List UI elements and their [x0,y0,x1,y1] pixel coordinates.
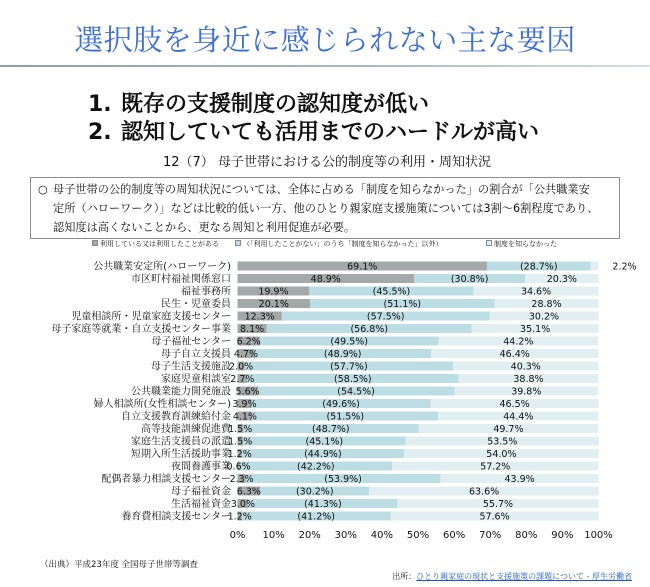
key-points [88,91,539,147]
chart-legend [0,239,650,249]
category-label: 児童相談所・児童家庭支援センター [71,311,231,323]
x-tick-label: 20% [298,530,321,541]
value-label: 3.9% [232,398,257,410]
x-tick-label: 10% [262,530,285,541]
bar-row [131,447,599,460]
x-tick-label: 70% [479,530,502,541]
value-label: 20.3% [546,273,577,285]
category-label: 家庭児童相談室 [161,374,231,386]
value-label: 1.2% [227,511,252,523]
value-label: 69.1% [347,261,378,273]
bar-row [161,372,599,385]
credit-line [392,571,632,582]
bar-row [151,360,599,373]
value-label: 39.8% [511,386,542,398]
category-label: 公共職業安定所(ハローワーク) [93,261,231,273]
bar-row [71,310,598,323]
category-label: 生活福祉資金 [171,499,231,511]
summary-text: 母子世帯の公的制度等の周知状況については、全体に占める「制度を知らなかった」の割合が「公共職業安 [53,183,590,196]
bar-row [121,510,598,523]
x-tick-label: 80% [515,530,538,541]
value-label: 2.0% [229,361,254,373]
bar-row [171,485,599,498]
value-label: 5.6% [235,386,260,398]
stacked-bar-chart [0,255,650,545]
bar-row [131,385,598,398]
value-label: 63.6% [468,486,500,498]
value-label: 54.0% [486,448,517,460]
summary-box [30,177,620,239]
category-label: 母子生活支援施設 [151,361,231,373]
value-label: 1.5% [228,423,253,435]
x-tick-label: 60% [442,530,466,541]
category-label: 夜間養護事業 [171,461,231,473]
bar-row [94,397,599,410]
value-label: (54.5%) [337,386,375,398]
value-label: (41.2%) [297,511,335,523]
value-label: (41.3%) [304,498,342,510]
summary-text: 認知度は高くないことから、更なる周知と利用促進が必要。 [53,221,356,234]
bar-row [171,460,599,473]
value-label: 4.1% [232,411,257,423]
title-divider [0,65,650,67]
value-label: 6.3% [236,486,261,498]
category-label: 短期入所生活援助事業 [131,449,231,461]
bar-row [51,322,598,335]
x-tick-label: 30% [334,530,357,541]
bar-row [171,497,599,510]
value-label: 3.0% [230,498,255,510]
value-label: (30.8%) [450,273,489,285]
value-label: 57.2% [480,461,511,473]
summary-line [38,218,619,237]
value-label: 4.7% [233,348,259,360]
x-tick-label: 40% [370,530,394,541]
legend-label: 制度を知らなかった [494,240,557,248]
bar-row [161,347,599,360]
x-axis [230,530,613,541]
value-label: 12.3% [244,311,275,323]
value-label: (49.5%) [330,336,369,348]
value-label: (57.7%) [330,361,368,373]
value-label: 57.6% [479,511,510,523]
legend-item-used [92,239,219,249]
x-tick-label: 90% [551,530,574,541]
credit-link[interactable]: ひとり親家庭の現状と支援施策の課題について - 厚生労働省 [416,572,632,581]
value-label: 44.2% [503,336,534,348]
value-label: 38.8% [513,373,544,385]
legend-item-unknown [486,239,557,249]
x-tick-label: 100% [584,530,613,541]
legend-item-not-used-known [235,239,443,249]
value-label: (28.7%) [519,261,558,273]
category-label: 母子自立支援員 [161,349,231,361]
category-label: 高等技能訓練促進費 [141,424,231,436]
value-label: (51.5%) [326,411,365,423]
category-label: 公共職業能力開発施設 [131,386,231,398]
summary-bullet: ○ [38,183,48,196]
value-label: 28.8% [531,298,562,310]
key-point-number: 1. [88,92,112,117]
category-label: 市区町村福祉関係窓口 [131,274,231,286]
value-label: 49.7% [493,423,524,435]
bar-row [181,285,599,298]
value-label: 40.3% [510,361,541,373]
bar-segment-series-3 [591,262,599,271]
legend-label: （「利用したことがない」のうち「制度を知らなかった」以外） [243,240,443,248]
value-label: 6.2% [236,336,261,348]
value-label: (53.9%) [324,473,362,485]
legend-swatch [486,240,492,246]
value-label: (44.9%) [304,448,342,460]
chart-title: 12（7） 母子世帯における公的制度等の利用・周知状況 [163,155,491,170]
value-label: 48.9% [310,273,341,285]
value-label: 2.2% [612,261,637,273]
credit-label: 出所： [392,572,417,581]
category-label: 家庭生活支援員の派遣 [131,436,231,448]
value-label: (56.8%) [350,323,389,335]
value-label: 19.9% [258,286,289,298]
value-label: 20.1% [258,298,289,310]
summary-line [38,180,619,199]
bar-row [131,435,599,448]
value-label: 2.7% [230,373,255,385]
value-label: (49.6%) [322,398,360,410]
value-label: (48.9%) [323,348,362,360]
source-note: （出典）平成23年度 全国母子世帯等調査 [40,560,199,570]
category-label: 母子福祉資金 [171,486,231,498]
value-label: (30.2%) [295,486,334,498]
bar-row [161,297,599,310]
category-label: 母子家庭等就業・自立支援センター事業 [51,324,231,336]
category-label: 自立支援教育訓練給付金 [121,411,231,423]
value-label: 34.6% [520,286,552,298]
summary-line [38,199,619,218]
value-label: 46.5% [499,398,530,410]
summary-text: 定所（ハローワーク）」などは比較的低い一方、他のひとり親家庭支援施策については3割～6割程度であり、 [53,202,599,215]
category-label: 婦人相談所(女性相談センター) [93,399,231,411]
value-label: 44.4% [503,411,534,423]
value-label: (57.5%) [366,311,405,323]
key-point-text: 認知していても活用までのハードルが高い [121,120,540,145]
bar-row [101,472,598,485]
value-label: 30.2% [528,311,560,323]
bar-row [131,272,599,285]
bar-row [141,422,598,435]
value-label: 2.3% [229,473,254,485]
category-label: 配偶者暴力相談支援センター [101,474,231,486]
value-label: 0.6% [226,461,251,473]
value-label: 1.5% [228,436,253,448]
category-label: 養育費相談支援センター [121,511,231,523]
bar-row [93,260,636,273]
value-label: 1.2% [227,448,252,460]
value-label: 53.5% [487,436,518,448]
value-label: (42.2%) [297,461,335,473]
value-label: 43.9% [504,473,535,485]
value-label: (51.1%) [383,298,422,310]
bar-row [151,335,598,348]
bar-rows [51,260,636,523]
bar-row [121,410,599,423]
category-label: 母子福祉センター [151,336,231,348]
slide-title: 選択肢を身近に感じられない主な要因 [74,23,576,57]
value-label: 8.1% [240,323,265,335]
legend-label: 利用している又は利用したことがある [100,240,219,248]
value-label: 35.1% [520,323,551,335]
legend-swatch [92,240,98,246]
category-label: 福祉事務所 [181,286,231,298]
legend-swatch [235,240,241,246]
key-point-2 [88,119,539,147]
x-tick-label: 0% [229,530,246,541]
category-label: 民生・児童委員 [161,299,231,311]
value-label: (45.1%) [305,436,344,448]
key-point-number: 2. [88,120,112,145]
value-label: (58.5%) [334,373,372,385]
key-point-text: 既存の支援制度の認知度が低い [121,92,430,117]
value-label: 46.4% [499,348,530,360]
value-label: (45.5%) [372,286,411,298]
key-point-1 [88,91,539,119]
x-tick-label: 50% [406,530,430,541]
value-label: 55.7% [482,498,514,510]
value-label: (48.7%) [312,423,350,435]
